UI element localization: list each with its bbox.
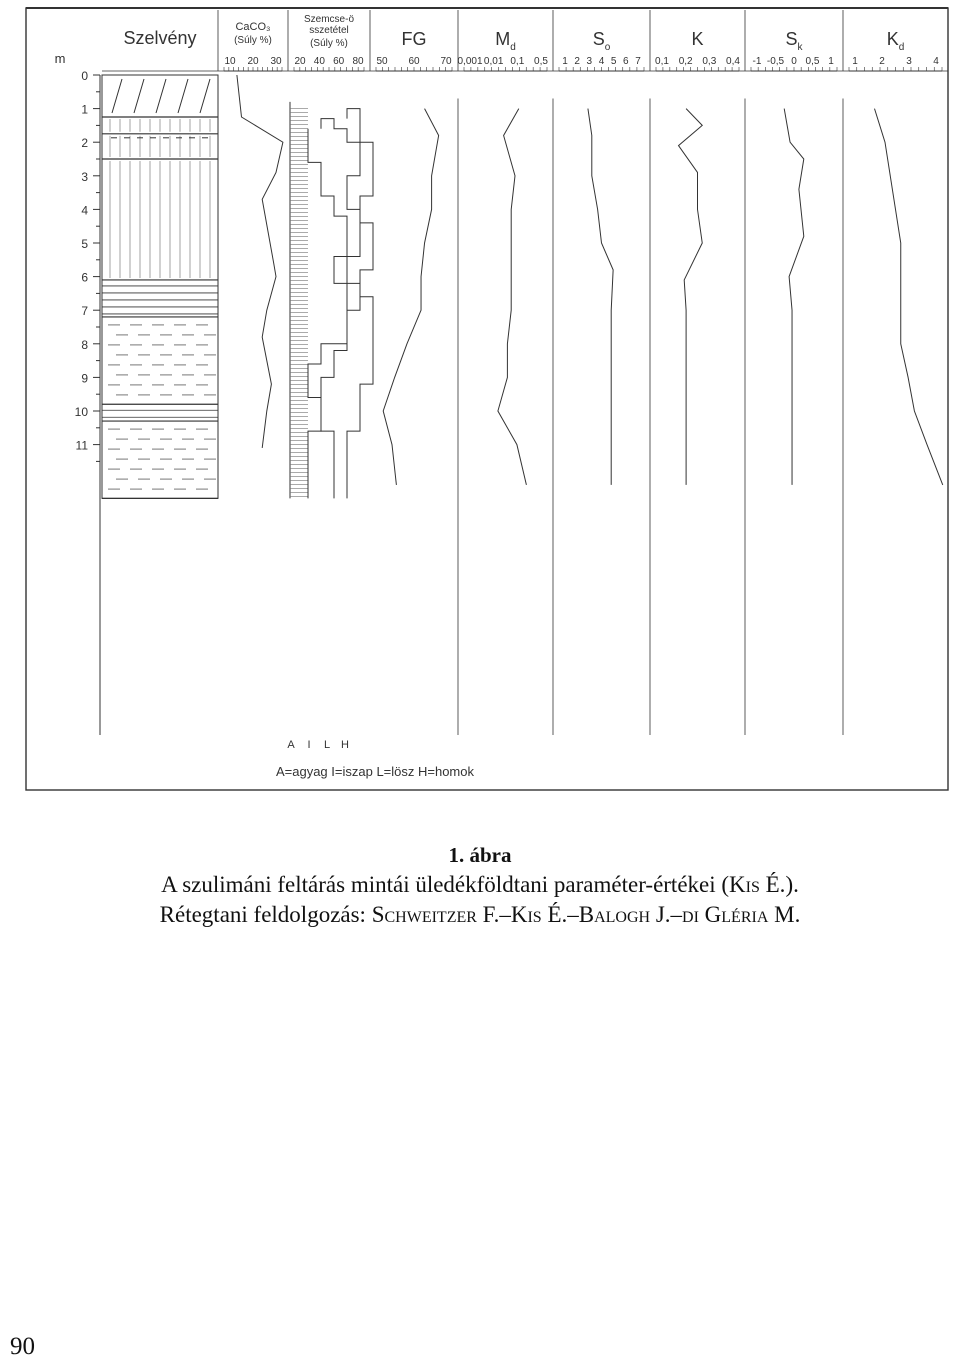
depth-tick-label: 2 [81,136,88,151]
depth-tick-label: 6 [81,270,88,285]
scale-label: 0,001 [457,56,483,67]
column-title: $S_k$ [785,29,803,53]
figure-caption-line1 [0,872,960,898]
depth-tick-label: 9 [81,371,88,386]
scale-label: -1 [752,56,762,67]
figure-frame [26,8,948,790]
caption-prefix: Rétegtani feldolgozás: [159,902,372,927]
profile-line-kd [875,109,943,485]
column-header-szemcse [294,14,364,71]
profile-line-k [679,109,703,485]
scale-label: 1 [852,56,858,67]
scale-label: 80 [352,56,364,67]
column-title: $S_o$ [592,29,611,53]
column-title: FG [401,29,427,49]
scale-label: 5 [610,56,617,67]
grain-letter-a: A [287,739,295,751]
caco3-profile-line [237,75,283,448]
depth-tick-label: 10 [74,405,88,419]
page-number: 90 [10,1333,35,1360]
pattern-mark [200,79,210,113]
scale-label: 0,2 [678,56,693,67]
lithology-layer-horizontal [102,410,218,421]
column-title: $M_d$ [495,29,516,53]
figure-number: 1. ábra [448,843,512,867]
caption-text: A szulimáni feltárás mintái üledékföldtani paraméter-értékei ( [161,872,730,897]
scale-label: 4 [598,56,605,67]
depth-tick-label: 5 [81,237,88,251]
pattern-mark [112,79,122,113]
lithology-layer-vertical [102,161,218,280]
scale-label: 20 [294,56,306,67]
column-title: CaCO₃ [235,21,271,33]
grain-size-column [276,102,475,779]
scale-label: 0,1 [510,56,525,67]
column-header-szelveny [123,28,196,48]
grain-letter-h: H [341,739,349,751]
column-title-subscript: d [510,42,516,53]
scale-label: 70 [440,56,452,67]
lithology-layer-dash [102,429,218,498]
scale-label: 0,5 [805,56,820,67]
column-header-sk [751,29,837,71]
scale-label: 1 [828,56,834,67]
column-title: Szelvény [123,28,197,48]
grain-letter-l: L [323,739,331,751]
pattern-mark [134,79,144,113]
scale-label: 0,1 [655,56,669,67]
scale-label: 2 [879,56,885,67]
grain-boundary-a_i [308,129,347,499]
scale-label: 30 [270,56,282,67]
scale-label: -0,5 [766,56,785,67]
depth-tick-label: 1 [81,102,88,117]
pattern-mark [178,79,188,113]
column-header-kd [849,29,942,71]
lithology-layer-vertical_ticks [102,136,218,159]
caption-text-end: ). [785,872,799,897]
depth-tick-label: 4 [81,203,88,218]
profile-line-so [588,109,613,485]
scale-label: 20 [247,56,259,67]
scale-label: 3 [586,56,593,67]
profile-line-fg [383,109,438,485]
scale-label: 0,01 [483,56,504,67]
column-title-subscript: o [604,42,611,53]
grain-legend: A=agyag I=iszap L=lösz H=homok [275,764,475,779]
figure-caption-line2 [0,902,960,928]
scale-label: 1 [562,56,568,67]
caption-authors: Schweitzer F.–Kis É.–Balogh J.–di Gléria M. [371,902,801,927]
column-header-fg [376,29,452,71]
grain-boundary-i_l [321,119,360,499]
lithology-layer-vertical [102,119,218,134]
column-title: Szemcse-ö [303,14,355,25]
lithology-layer-horizontal [102,286,218,317]
scale-label: 40 [313,56,325,67]
column-title: $K_d$ [886,29,905,53]
column-title-subscript: d [898,42,905,53]
lithology-column [102,75,218,498]
scale-label: 60 [408,56,420,67]
column-header-md [457,29,548,71]
scale-label: 60 [333,56,345,67]
depth-tick-label: 7 [81,304,88,319]
scale-label: 0,5 [534,56,548,67]
scale-label: 6 [623,56,629,67]
column-header-caco3 [224,21,282,71]
column-title-subscript: k [797,42,803,53]
scale-label: 0,3 [702,56,717,67]
scale-label: 0,4 [726,56,740,67]
depth-tick-label: 3 [81,169,88,184]
scale-label: 7 [635,56,641,67]
lithology-layer-dash [102,325,218,404]
column-title: sszetétel [309,25,349,36]
profile-line-md [498,109,527,485]
profile-line-sk [784,109,804,485]
pattern-mark [156,79,166,113]
depth-tick-label: 11 [75,438,88,453]
scale-label: 4 [933,56,939,67]
scale-label: 2 [574,56,580,67]
scale-label: 50 [376,56,388,67]
depth-tick-label: 8 [81,337,88,352]
column-subtitle: (Súly %) [310,38,348,49]
column-header-k [655,29,740,71]
depth-unit-label: m [54,51,66,66]
column-subtitle: (Súly %) [234,35,272,46]
caption-author: Kis É. [729,872,786,897]
lithology-layer-slash [102,79,218,117]
column-title: K [691,29,704,49]
column-header-so [559,29,644,71]
depth-tick-label: 0 [81,69,88,83]
scale-label: 3 [906,56,912,67]
scale-label: 0 [791,56,797,67]
grain-letter-i: I [307,739,311,751]
scale-label: 10 [224,56,236,67]
